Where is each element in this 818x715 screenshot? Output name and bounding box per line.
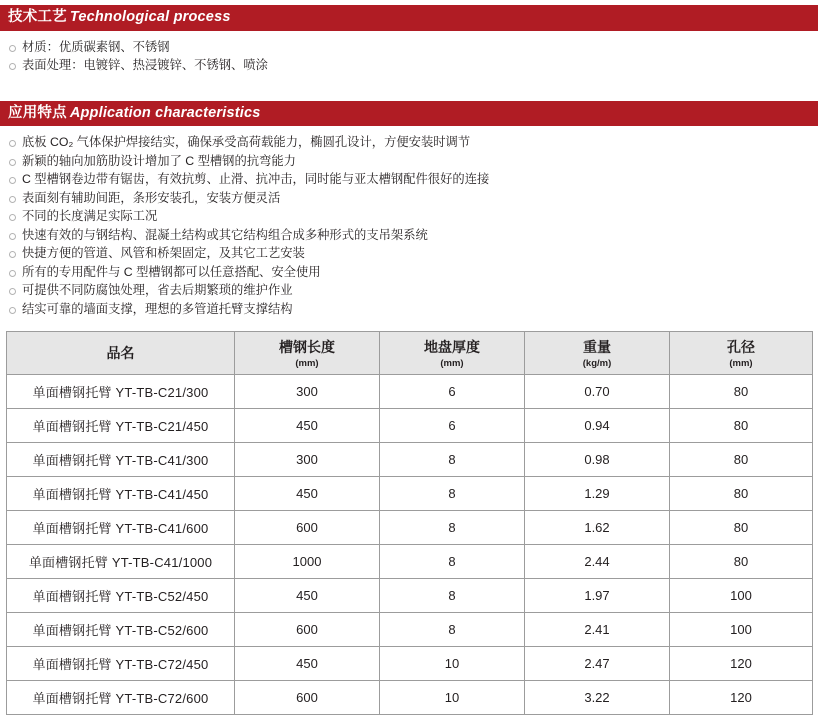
table-row [7, 511, 813, 545]
cell-weight: 0.98 [525, 443, 670, 477]
column-header-weight [525, 332, 670, 375]
table-row [7, 613, 813, 647]
cell-base-thickness: 10 [380, 647, 525, 681]
cell-weight: 1.62 [525, 511, 670, 545]
column-header-channel-length [235, 332, 380, 375]
cell-product-name: 单面槽钢托臂 YT-TB-C72/600 [7, 681, 235, 715]
cell-base-thickness: 8 [380, 477, 525, 511]
cell-hole-diameter: 80 [670, 477, 813, 511]
table-row [7, 545, 813, 579]
header-label: 槽钢长度 [279, 339, 335, 355]
header-label: 品名 [106, 344, 135, 361]
cell-product-name: 单面槽钢托臂 YT-TB-C21/450 [7, 409, 235, 443]
section-title-en: Technological process [69, 9, 231, 25]
cell-base-thickness: 6 [380, 409, 525, 443]
list-item: 底板 CO₂ 气体保护焊接结实，确保承受高荷载能力，椭圆孔设计，方便安装时调节 [0, 133, 818, 152]
cell-hole-diameter: 100 [670, 579, 813, 613]
cell-base-thickness: 10 [380, 681, 525, 715]
section-title-en: Application characteristics [69, 104, 261, 121]
cell-channel-length: 450 [235, 579, 380, 613]
cell-base-thickness: 8 [380, 545, 525, 579]
list-item: 所有的专用配件与 C 型槽钢都可以任意搭配、安全使用 [0, 263, 818, 282]
list-item: C 型槽钢卷边带有锯齿，有效抗剪、止滑、抗冲击，同时能与亚太槽钢配件很好的连接 [0, 170, 818, 189]
header-label: 地盘厚度 [424, 339, 480, 355]
cell-product-name: 单面槽钢托臂 YT-TB-C41/450 [7, 477, 235, 511]
cell-channel-length: 300 [235, 443, 380, 477]
list-item: 新颖的轴向加筋肋设计增加了 C 型槽钢的抗弯能力 [0, 152, 818, 171]
spec-table [6, 331, 813, 715]
table-row [7, 647, 813, 681]
header-label: 重量 [583, 339, 611, 355]
section-title-cn: 技术工艺 [8, 9, 67, 25]
header-unit: (mm) [729, 358, 753, 369]
bullet-list-technological-process [0, 31, 818, 75]
cell-base-thickness: 8 [380, 511, 525, 545]
cell-base-thickness: 8 [380, 443, 525, 477]
header-label: 孔径 [727, 339, 755, 355]
cell-weight: 2.44 [525, 545, 670, 579]
list-item: 表面刻有辅助间距，条形安装孔，安装方便灵活 [0, 189, 818, 208]
list-item: 不同的长度满足实际工况 [0, 207, 818, 226]
cell-hole-diameter: 120 [670, 681, 813, 715]
cell-channel-length: 600 [235, 681, 380, 715]
list-item: 可提供不同防腐蚀处理，省去后期繁琐的维护作业 [0, 281, 818, 300]
column-header-base-thickness [380, 332, 525, 375]
table-row [7, 477, 813, 511]
cell-hole-diameter: 120 [670, 647, 813, 681]
cell-channel-length: 450 [235, 647, 380, 681]
section-header-application-characteristics [0, 101, 818, 127]
cell-product-name: 单面槽钢托臂 YT-TB-C52/600 [7, 613, 235, 647]
cell-hole-diameter: 100 [670, 613, 813, 647]
cell-channel-length: 450 [235, 409, 380, 443]
table-row [7, 443, 813, 477]
bullet-list-application-characteristics [0, 126, 818, 318]
section-header-technological-process [0, 5, 818, 31]
cell-base-thickness: 6 [380, 375, 525, 409]
column-header-product-name [7, 332, 235, 375]
cell-channel-length: 450 [235, 477, 380, 511]
cell-channel-length: 1000 [235, 545, 380, 579]
cell-product-name: 单面槽钢托臂 YT-TB-C41/300 [7, 443, 235, 477]
cell-weight: 0.70 [525, 375, 670, 409]
product-spec-page [0, 5, 818, 715]
cell-product-name: 单面槽钢托臂 YT-TB-C41/600 [7, 511, 235, 545]
cell-product-name: 单面槽钢托臂 YT-TB-C72/450 [7, 647, 235, 681]
cell-channel-length: 600 [235, 511, 380, 545]
cell-weight: 1.29 [525, 477, 670, 511]
cell-channel-length: 600 [235, 613, 380, 647]
list-item: 结实可靠的墙面支撑，理想的多管道托臂支撑结构 [0, 300, 818, 319]
cell-product-name: 单面槽钢托臂 YT-TB-C52/450 [7, 579, 235, 613]
cell-weight: 0.94 [525, 409, 670, 443]
cell-hole-diameter: 80 [670, 443, 813, 477]
cell-base-thickness: 8 [380, 613, 525, 647]
table-header-row [7, 332, 813, 375]
cell-weight: 2.47 [525, 647, 670, 681]
cell-hole-diameter: 80 [670, 375, 813, 409]
cell-weight: 3.22 [525, 681, 670, 715]
cell-hole-diameter: 80 [670, 511, 813, 545]
cell-hole-diameter: 80 [670, 545, 813, 579]
list-item: 材质：优质碳素钢、不锈钢 [0, 38, 818, 57]
table-row [7, 375, 813, 409]
cell-product-name: 单面槽钢托臂 YT-TB-C41/1000 [7, 545, 235, 579]
cell-channel-length: 300 [235, 375, 380, 409]
column-header-hole-diameter [670, 332, 813, 375]
cell-base-thickness: 8 [380, 579, 525, 613]
table-row [7, 409, 813, 443]
list-item: 表面处理：电镀锌、热浸镀锌、不锈钢、喷涂 [0, 56, 818, 75]
table-row [7, 579, 813, 613]
header-unit: (mm) [295, 358, 319, 369]
section-title-cn: 应用特点 [8, 104, 67, 121]
cell-hole-diameter: 80 [670, 409, 813, 443]
cell-weight: 1.97 [525, 579, 670, 613]
header-unit: (kg/m) [582, 358, 612, 369]
header-unit: (mm) [440, 358, 464, 369]
cell-product-name: 单面槽钢托臂 YT-TB-C21/300 [7, 375, 235, 409]
cell-weight: 2.41 [525, 613, 670, 647]
list-item: 快捷方便的管道、风管和桥架固定，及其它工艺安装 [0, 244, 818, 263]
list-item: 快速有效的与钢结构、混凝土结构或其它结构组合成多种形式的支吊架系统 [0, 226, 818, 245]
table-row [7, 681, 813, 715]
